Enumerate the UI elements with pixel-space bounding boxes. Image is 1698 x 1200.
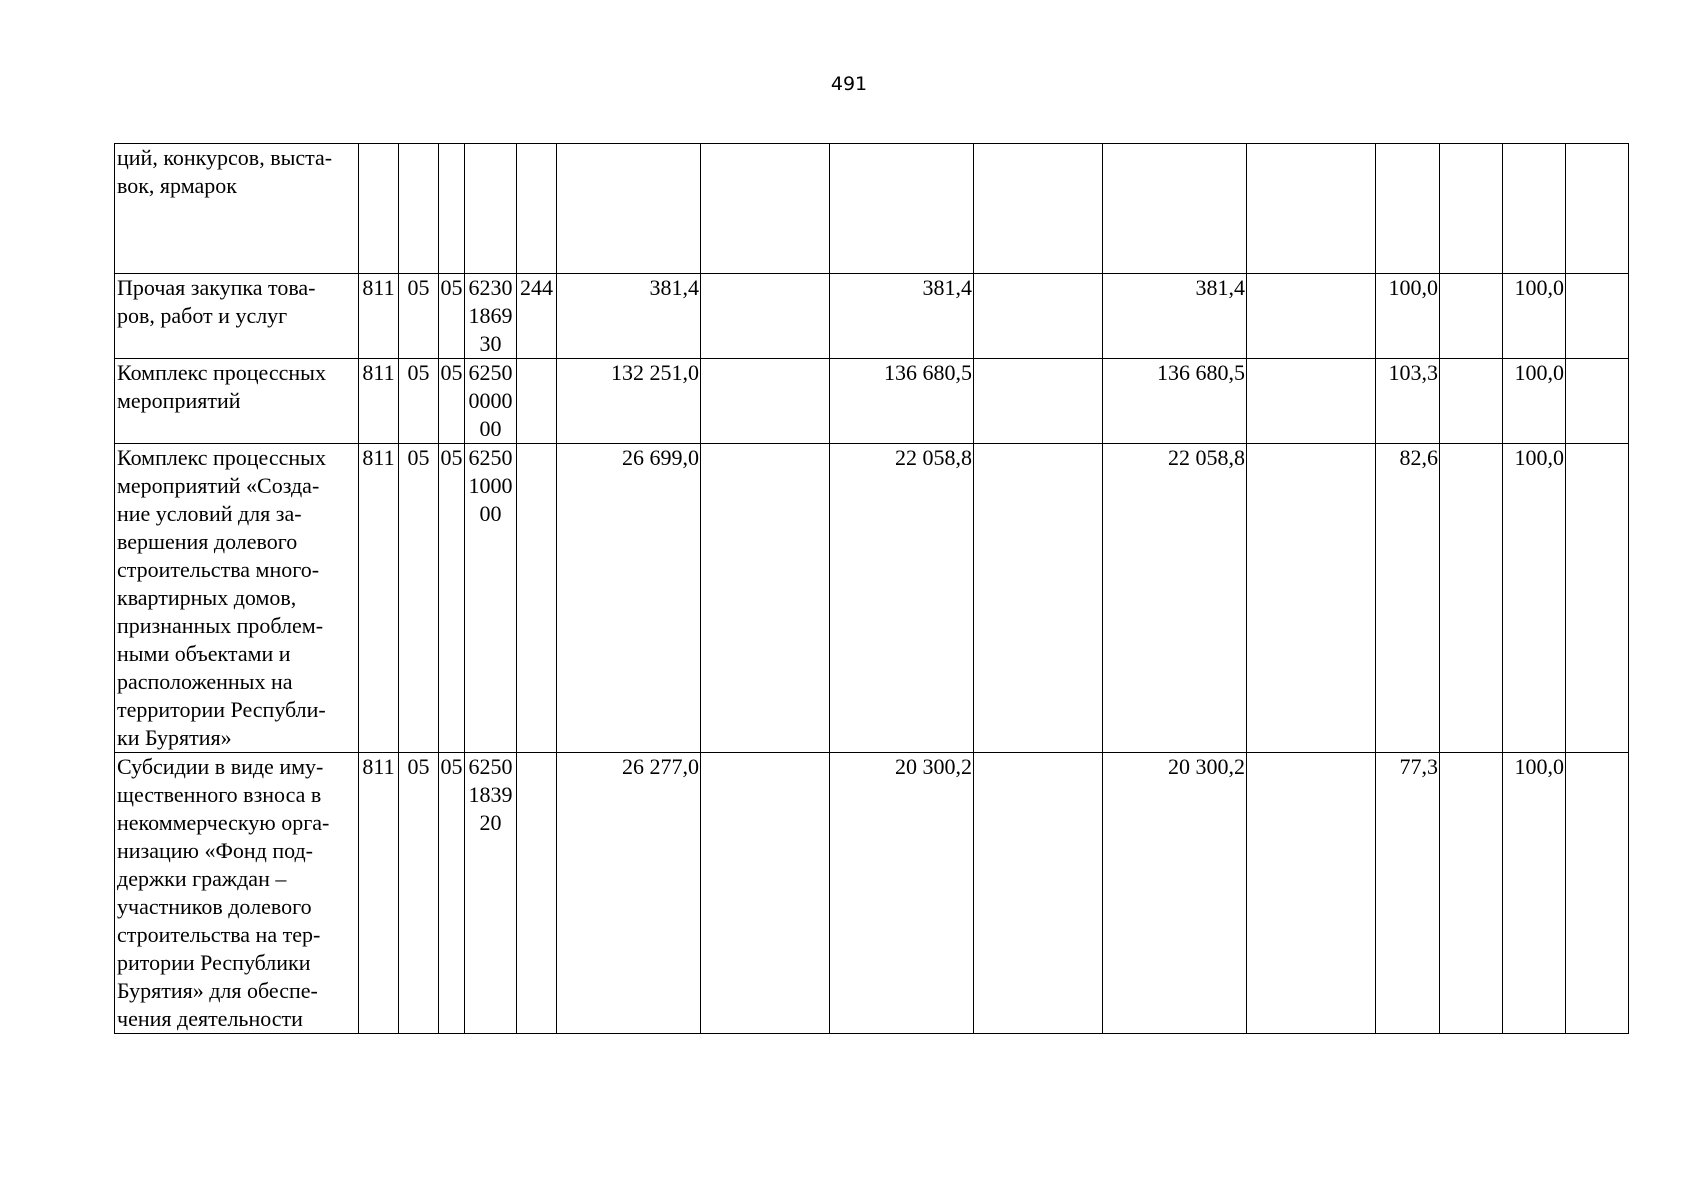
percent-2-cell [1503,144,1566,274]
value-1-cell: 26 699,0 [557,444,701,753]
value-2-cell [830,144,974,274]
row-name-line: ными объектами и [117,641,291,666]
row-name-line: признанных проблем- [117,613,324,638]
target-article-line: 20 [479,810,502,835]
section-cell: 05 [399,359,439,444]
empty-cell [701,359,830,444]
table-row [115,444,1629,753]
row-name-line: вершения долевого [117,529,298,554]
value-3-cell: 22 058,8 [1103,444,1247,753]
value-2-cell: 136 680,5 [830,359,974,444]
empty-cell [1440,753,1503,1034]
row-name-line: ритории Республики [117,950,311,975]
row-name-line: ций, конкурсов, выста- [117,145,333,170]
empty-cell [1566,274,1629,359]
percent-1-cell: 77,3 [1376,753,1440,1034]
row-name-line: ров, работ и услуг [117,303,288,328]
grbs-cell: 811 [359,274,399,359]
row-name-cell [115,274,359,359]
row-name-line: Комплекс процессных [117,360,326,385]
empty-cell [1566,144,1629,274]
empty-cell [1566,753,1629,1034]
target-article-cell [465,753,517,1034]
row-name-line: Прочая закупка това- [117,275,316,300]
row-name-line: держки граждан – [117,866,287,891]
empty-cell [974,274,1103,359]
row-name-cell [115,753,359,1034]
row-name-line: Субсидии в виде иму- [117,754,324,779]
row-name-line: строительства на тер- [117,922,321,947]
percent-2-cell: 100,0 [1503,753,1566,1034]
row-name-line: некоммерческую орга- [117,810,330,835]
grbs-cell [359,144,399,274]
empty-cell [974,753,1103,1034]
target-article-line: 30 [479,331,502,356]
percent-1-cell: 100,0 [1376,274,1440,359]
row-name-line: расположенных на [117,669,293,694]
empty-cell [1440,274,1503,359]
section-cell: 05 [399,753,439,1034]
empty-cell [974,444,1103,753]
empty-cell [701,144,830,274]
value-2-cell: 20 300,2 [830,753,974,1034]
subsection-cell: 05 [439,359,465,444]
value-3-cell: 381,4 [1103,274,1247,359]
row-name-line: мероприятий [117,388,241,413]
value-1-cell: 132 251,0 [557,359,701,444]
row-name-line: ки Бурятия» [117,725,232,750]
grbs-cell: 811 [359,753,399,1034]
empty-cell [1247,274,1376,359]
row-name-line: низацию «Фонд под- [117,838,313,863]
empty-cell [701,444,830,753]
target-article-line: 6250 [468,360,513,385]
row-name-line: участников долевого [117,894,312,919]
empty-cell [1440,359,1503,444]
subsection-cell: 05 [439,274,465,359]
row-name-line: квартирных домов, [117,585,297,610]
value-1-cell [557,144,701,274]
subsection-cell: 05 [439,753,465,1034]
row-name-line: щественного взноса в [117,782,322,807]
empty-cell [1566,444,1629,753]
subsection-cell: 05 [439,444,465,753]
expense-type-cell [517,444,557,753]
table-row [115,359,1629,444]
expense-type-cell: 244 [517,274,557,359]
target-article-line: 0000 [468,388,513,413]
expense-type-cell [517,144,557,274]
value-2-cell: 22 058,8 [830,444,974,753]
row-name-line: территории Республи- [117,697,326,722]
value-2-cell: 381,4 [830,274,974,359]
empty-cell [1566,359,1629,444]
row-name-cell [115,144,359,274]
value-3-cell: 20 300,2 [1103,753,1247,1034]
percent-1-cell: 82,6 [1376,444,1440,753]
value-3-cell [1103,144,1247,274]
row-name-cell [115,359,359,444]
row-name-cell [115,444,359,753]
section-cell: 05 [399,444,439,753]
target-article-line: 1839 [468,782,513,807]
percent-2-cell: 100,0 [1503,274,1566,359]
value-1-cell: 381,4 [557,274,701,359]
table-row [115,274,1629,359]
empty-cell [1247,753,1376,1034]
grbs-cell: 811 [359,444,399,753]
empty-cell [1440,444,1503,753]
target-article-cell [465,444,517,753]
empty-cell [974,144,1103,274]
percent-1-cell [1376,144,1440,274]
empty-cell [1247,144,1376,274]
target-article-cell [465,274,517,359]
section-cell: 05 [399,274,439,359]
expense-type-cell [517,359,557,444]
target-article-cell [465,359,517,444]
grbs-cell: 811 [359,359,399,444]
value-3-cell: 136 680,5 [1103,359,1247,444]
target-article-line: 6230 [468,275,513,300]
subsection-cell [439,144,465,274]
empty-cell [1247,444,1376,753]
target-article-line: 00 [479,416,502,441]
row-name-line: строительства много- [117,557,320,582]
row-name-line: ние условий для за- [117,501,302,526]
empty-cell [1247,359,1376,444]
row-name-line: Бурятия» для обеспе- [117,978,318,1003]
target-article-line: 1000 [468,473,513,498]
empty-cell [974,359,1103,444]
target-article-cell [465,144,517,274]
percent-1-cell: 103,3 [1376,359,1440,444]
target-article-line: 1869 [468,303,513,328]
target-article-line: 6250 [468,445,513,470]
row-name-line: вок, ярмарок [117,173,237,198]
target-article-line: 00 [479,501,502,526]
percent-2-cell: 100,0 [1503,444,1566,753]
row-name-line: чения деятельности [117,1006,303,1031]
value-1-cell: 26 277,0 [557,753,701,1034]
target-article-line: 6250 [468,754,513,779]
percent-2-cell: 100,0 [1503,359,1566,444]
table-row [115,144,1629,274]
budget-table [114,143,1629,1034]
table-row [115,753,1629,1034]
empty-cell [1440,144,1503,274]
row-name-line: мероприятий «Созда- [117,473,320,498]
empty-cell [701,274,830,359]
expense-type-cell [517,753,557,1034]
row-name-line: Комплекс процессных [117,445,326,470]
page-number: 491 [830,73,868,95]
section-cell [399,144,439,274]
empty-cell [701,753,830,1034]
